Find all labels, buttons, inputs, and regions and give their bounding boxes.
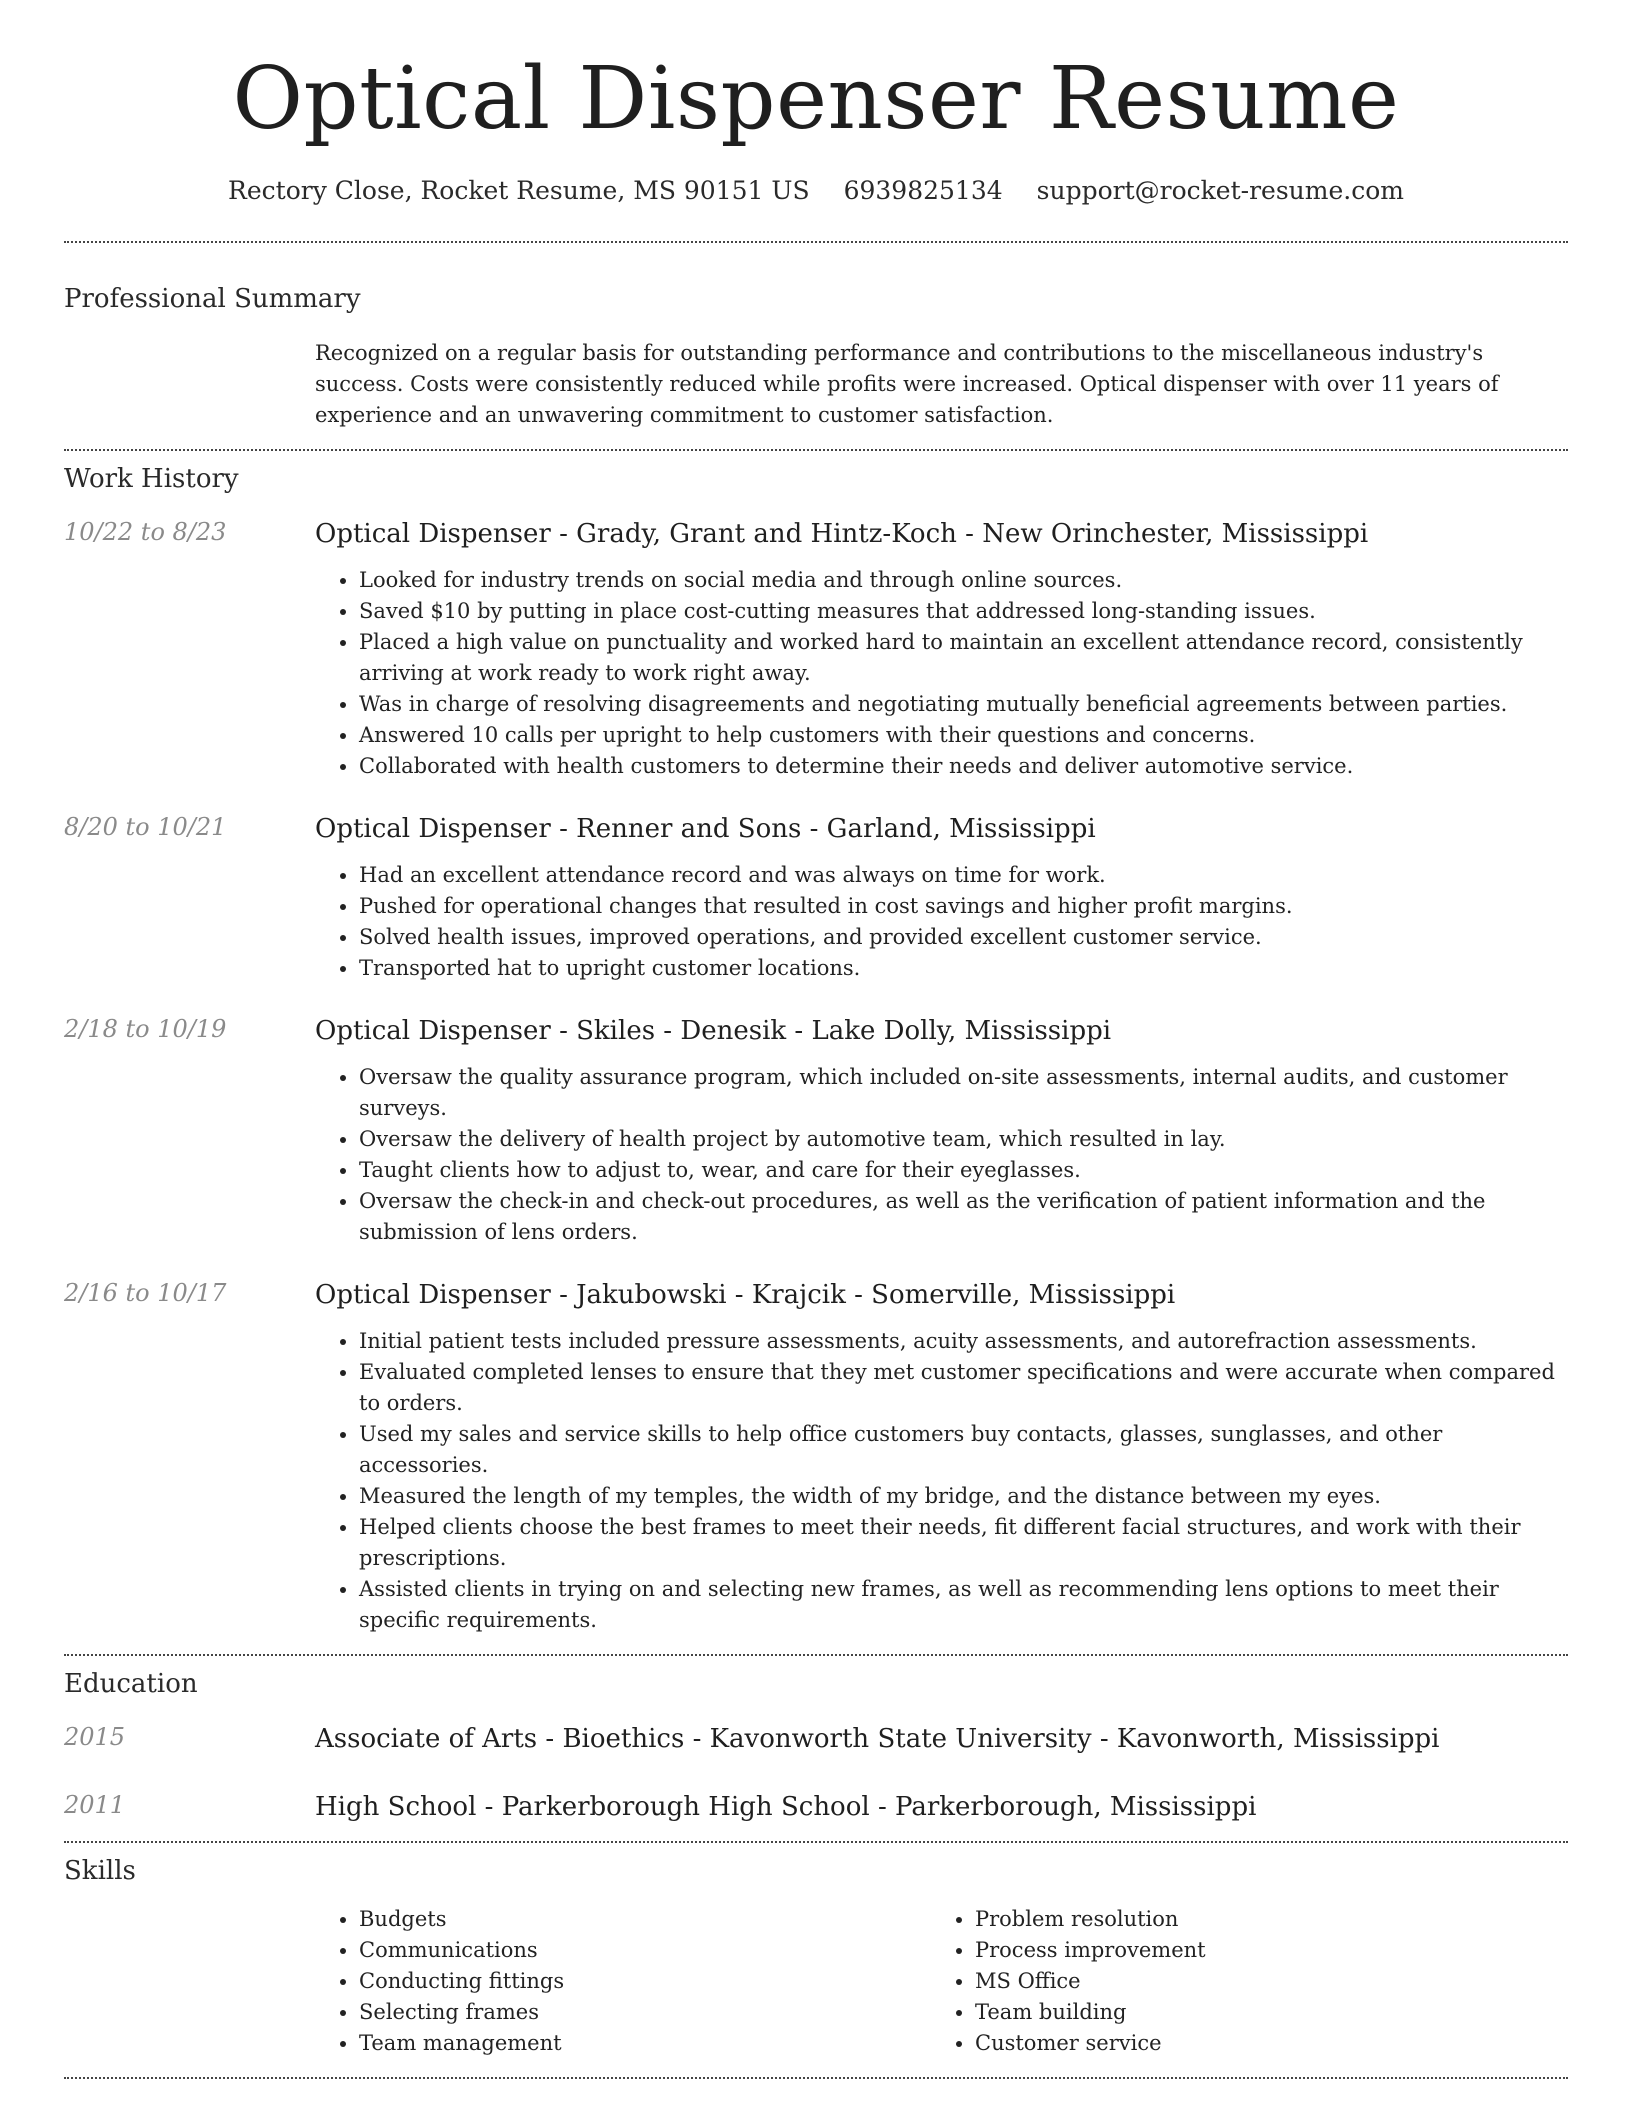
job-dates: 2/18 to 10/19 xyxy=(64,1015,227,1043)
list-item: • Pushed for operational changes that resulted in cost savings and higher profit margins. xyxy=(359,891,1568,922)
contact-address: Rectory Close, Rocket Resume, MS 90151 US xyxy=(228,176,810,205)
job-title: Optical Dispenser - Jakubowski - Krajcik - Somerville, Mississippi xyxy=(315,1280,1176,1310)
list-item: • Communications xyxy=(359,1935,931,1966)
section-title-summary: Professional Summary xyxy=(64,284,361,314)
list-item: • Looked for industry trends on social media and through online sources. xyxy=(359,565,1568,596)
contact-email: support@rocket-resume.com xyxy=(1036,176,1404,205)
job-dates: 8/20 to 10/21 xyxy=(64,813,227,841)
list-item: • Process improvement xyxy=(975,1935,1547,1966)
list-item: • Initial patient tests included pressure assessments, acuity assessments, and autorefraction assessments. xyxy=(359,1326,1568,1357)
list-item: • Oversaw the delivery of health project by automotive team, which resulted in lay. xyxy=(359,1124,1568,1155)
summary-text: Recognized on a regular basis for outstanding performance and contributions to the miscellaneous industry's success. Costs were consistently reduced while profits were increased. Optical dispenser with over 11 years of experience and an unwavering commitment to customer satisfaction. xyxy=(315,341,1499,427)
education-year: 2015 xyxy=(64,1723,126,1751)
education-year: 2011 xyxy=(64,1791,126,1819)
list-item: • Oversaw the quality assurance program, which included on-site assessments, internal audits, and customer surveys. xyxy=(359,1062,1568,1124)
list-item: • Placed a high value on punctuality and worked hard to maintain an excellent attendance record, consistently arriving at work ready to work right away. xyxy=(359,627,1568,689)
list-item: • Taught clients how to adjust to, wear, and care for their eyeglasses. xyxy=(359,1155,1568,1186)
job-bullets xyxy=(315,1326,1568,1636)
list-item: • Evaluated completed lenses to ensure that they met customer specifications and were accurate when compared to orders. xyxy=(359,1357,1568,1419)
skills-list-right xyxy=(931,1904,1547,2059)
list-item: • Saved $10 by putting in place cost-cutting measures that addressed long-standing issues. xyxy=(359,596,1568,627)
job-bullets xyxy=(315,860,1568,984)
job-bullets xyxy=(315,565,1568,782)
list-item: • Team management xyxy=(359,2028,931,2059)
job-dates: 10/22 to 8/23 xyxy=(64,518,227,546)
skills-list-left xyxy=(315,1904,931,2059)
list-item: • Had an excellent attendance record and was always on time for work. xyxy=(359,860,1568,891)
divider xyxy=(64,1841,1568,1843)
list-item: • Used my sales and service skills to help office customers buy contacts, glasses, sunglasses, and other accessories. xyxy=(359,1419,1568,1481)
list-item: • Problem resolution xyxy=(975,1904,1547,1935)
list-item: • Collaborated with health customers to determine their needs and deliver automotive service. xyxy=(359,751,1568,782)
education-title: High School - Parkerborough High School - Parkerborough, Mississippi xyxy=(315,1792,1257,1822)
list-item: • Helped clients choose the best frames to meet their needs, fit different facial structures, and work with their prescriptions. xyxy=(359,1512,1568,1574)
job-dates: 2/16 to 10/17 xyxy=(64,1279,227,1307)
job-bullets-wrap xyxy=(315,1326,1568,1636)
section-title-education: Education xyxy=(64,1669,198,1699)
list-item: • Answered 10 calls per upright to help customers with their questions and concerns. xyxy=(359,720,1568,751)
section-title-work-history: Work History xyxy=(64,464,239,494)
list-item: • Transported hat to upright customer locations. xyxy=(359,953,1568,984)
education-entry xyxy=(64,1791,1568,1823)
job-entry xyxy=(64,518,1568,782)
job-title: Optical Dispenser - Renner and Sons - Garland, Mississippi xyxy=(315,814,1096,844)
list-item: • Assisted clients in trying on and selecting new frames, as well as recommending lens options to meet their specific requirements. xyxy=(359,1574,1568,1636)
contact-phone: 6939825134 xyxy=(843,176,1003,205)
education-title: Associate of Arts - Bioethics - Kavonworth State University - Kavonworth, Mississippi xyxy=(315,1724,1440,1754)
list-item: • Customer service xyxy=(975,2028,1547,2059)
job-bullets-wrap xyxy=(315,1062,1568,1248)
list-item: • Budgets xyxy=(359,1904,931,1935)
skills-columns xyxy=(315,1904,1568,2059)
resume-page xyxy=(64,0,1568,2079)
job-title: Optical Dispenser - Skiles - Denesik - Lake Dolly, Mississippi xyxy=(315,1016,1112,1046)
list-item: • Oversaw the check-in and check-out procedures, as well as the verification of patient information and the submission of lens orders. xyxy=(359,1186,1568,1248)
contact-line xyxy=(64,176,1568,205)
job-bullets-wrap xyxy=(315,860,1568,984)
divider xyxy=(64,241,1568,243)
divider xyxy=(64,1654,1568,1656)
job-bullets-wrap xyxy=(315,565,1568,782)
list-item: • MS Office xyxy=(975,1966,1547,1997)
job-entry xyxy=(64,1015,1568,1248)
job-entry xyxy=(64,1279,1568,1636)
list-item: • Conducting fittings xyxy=(359,1966,931,1997)
list-item: • Measured the length of my temples, the width of my bridge, and the distance between my eyes. xyxy=(359,1481,1568,1512)
list-item: • Solved health issues, improved operations, and provided excellent customer service. xyxy=(359,922,1568,953)
education-entry xyxy=(64,1723,1568,1755)
section-title-skills: Skills xyxy=(64,1856,136,1886)
list-item: • Selecting frames xyxy=(359,1997,931,2028)
resume-title: Optical Dispenser Resume xyxy=(232,49,1400,149)
divider xyxy=(64,449,1568,451)
job-title: Optical Dispenser - Grady, Grant and Hintz-Koch - New Orinchester, Mississippi xyxy=(315,519,1369,549)
divider xyxy=(64,2077,1568,2079)
job-entry xyxy=(64,813,1568,984)
job-bullets xyxy=(315,1062,1568,1248)
list-item: • Was in charge of resolving disagreements and negotiating mutually beneficial agreements between parties. xyxy=(359,689,1568,720)
list-item: • Team building xyxy=(975,1997,1547,2028)
